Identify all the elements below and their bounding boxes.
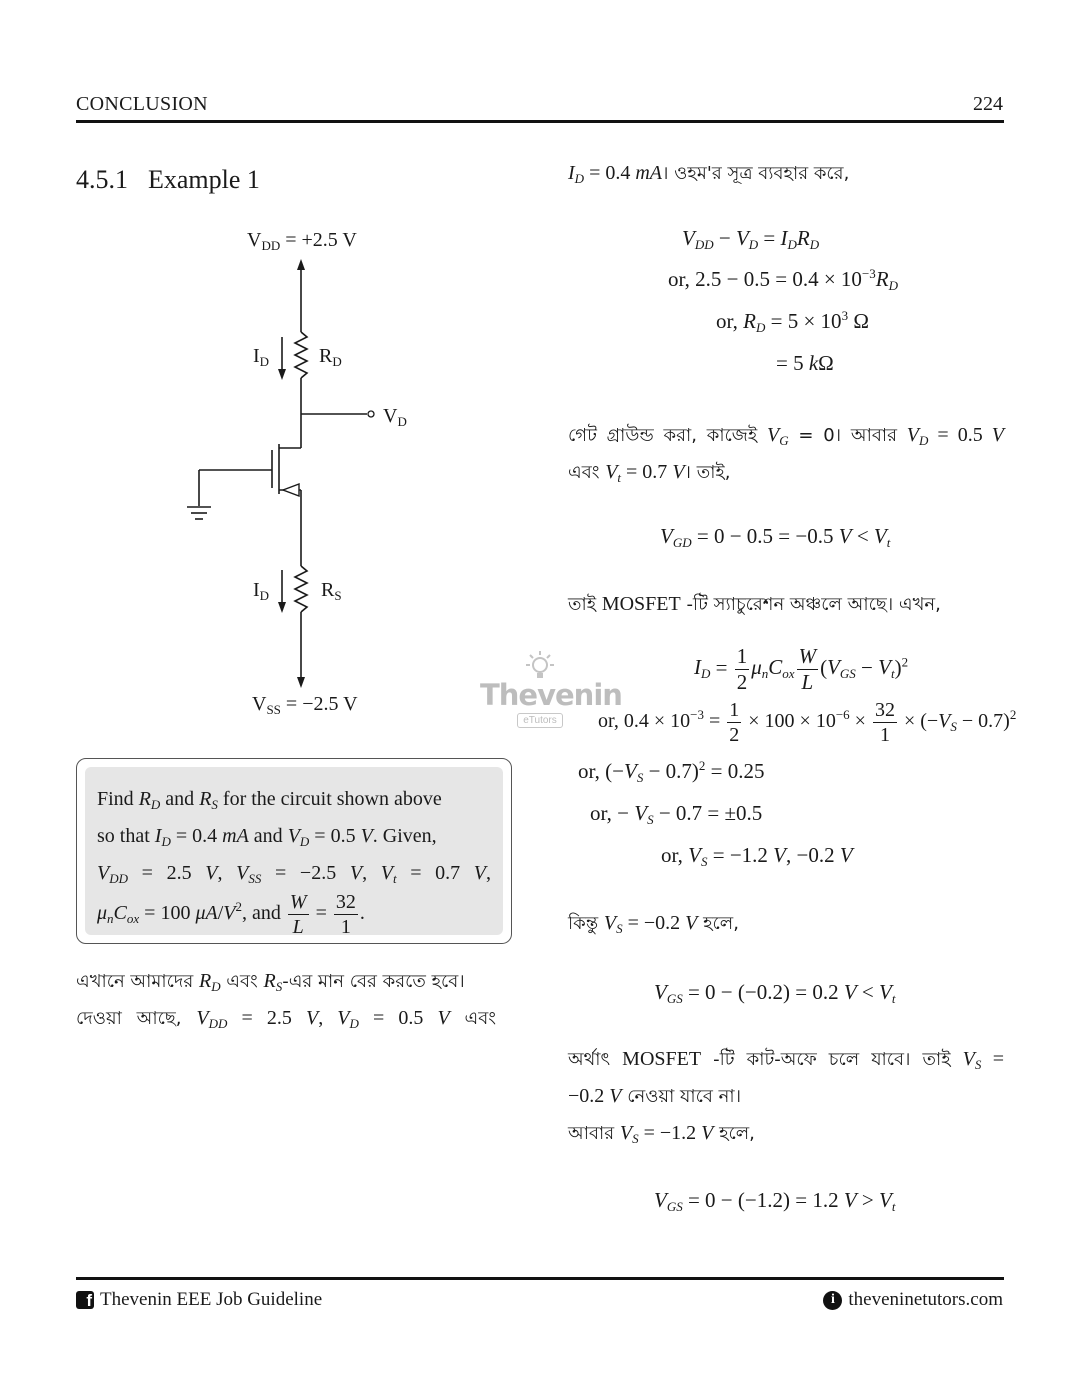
eq-substitute-values: or, $0.4 \times 10^{-3}$ = $\frac{1}{2}$ × $100 \times 10^{-6}$ × $\frac{32}{1}$ × $(-V_S - 0.7)^2$ <box>598 699 1017 746</box>
vss-label: $V_{SS} = -2.5$ V <box>252 693 358 717</box>
lightbulb-icon <box>520 650 560 680</box>
id-label-bottom: $I_D$ <box>253 579 270 603</box>
source-arrow <box>283 484 299 496</box>
circuit-diagram <box>0 0 540 740</box>
rs-resistor <box>295 566 307 612</box>
eq-vgs-final: $V_{GS} = 0 - (-1.2) = 1.2$ $V > V_t$ <box>654 1188 896 1214</box>
vdd-label: $V_{DD} = +2.5$ V <box>247 229 357 253</box>
problem-text: Find $R_D$ and $R_S$ for the circuit shown above so that $I_D = 0.4$ mA and $V_D = 0.5$ V. Given, $V_{DD} = 2.5$ V, $V_{SS} = -2.5$ V, $V_t = 0.7$ V, $\mu_nC_{ox} = 100$ $\mu A/V^2$, and $\frac{W}{L}$ = $\frac{32}{1}$ . <box>85 767 503 935</box>
right-intro-line: $I_D = 0.4$ mA। ওহম'র সূত্র ব্যবহার করে, <box>568 162 850 186</box>
eq-root: or, − $V_S - 0.7 = \pm 0.5$ <box>590 801 763 827</box>
page-number: 224 <box>973 93 1003 115</box>
section-number: 4.5.1 <box>76 165 128 194</box>
eq-kvl: $V_{DD} - V_D = I_DR_D$ <box>682 226 820 252</box>
eq-saturation-current: $I_D$ = $\frac{1}{2}$ $\mu_nC_{ox}$ $\frac{W}{L}$ $(V_{GS} - V_t)^2$ <box>694 644 909 694</box>
left-paragraph: এখানে আমাদের $R_D$ এবং $R_S-এর$ মান বের করতে হবে। দেওয়া আছে, $V_{DD} = 2.5$ V, $V_D = 0.5$ V এবং <box>76 970 497 1031</box>
info-icon: i <box>823 1291 842 1310</box>
eq-rd-value: or, $R_D = 5 \times 10^3$ Ω <box>716 308 869 335</box>
footer-website: theveninetutors.com <box>848 1289 1003 1310</box>
eq-vgs-cutoff: $V_{GS} = 0 - (-0.2) = 0.2$ $V < V_t$ <box>654 980 896 1006</box>
footer-left <box>76 1289 322 1311</box>
gate-paragraph: গেট গ্রাউন্ড করা, কাজেই $V_G$ = 0। আবার $V_D = 0.5$ V এবং $V_t = 0.7$ V। তাই, <box>568 424 1004 485</box>
thevenin-watermark: Thevenin eTutors <box>480 650 600 728</box>
vd-label: $V_D$ <box>383 405 407 429</box>
rd-resistor <box>295 332 307 378</box>
eq-rd-kohm: = 5 kΩ <box>776 351 834 375</box>
rd-label: $R_D$ <box>319 345 342 369</box>
vss-arrowhead <box>297 677 305 688</box>
problem-box <box>76 758 512 944</box>
facebook-icon: f <box>76 1291 94 1309</box>
vdd-arrowhead <box>297 259 305 270</box>
eq-vs-solutions: or, $V_S = -1.2$ V, −0.2 V <box>661 843 853 869</box>
id-arrowhead <box>278 369 286 380</box>
but-line: কিন্তু $V_S = -0.2$ V হলে, <box>568 912 739 936</box>
eq-vgd: $V_{GD} = 0 - 0.5 = -0.5$ $V < V_t$ <box>660 524 891 550</box>
vd-terminal <box>368 411 374 417</box>
section-title: Example 1 <box>148 165 260 194</box>
eq-square: or, $(-V_S - 0.7)^2 = 0.25$ <box>578 758 765 785</box>
eq-substitute: or, $2.5 - 0.5 = 0.4 \times 10^{-3}R_D$ <box>668 266 898 293</box>
cutoff-paragraph: অর্থাৎ MOSFET -টি কাট-অফে চলে যাবে। তাই $V_S$ = −0.2 V নেওয়া যাবে না। আবার $V_S = -1.2$ V হলে, <box>568 1048 1005 1146</box>
is-arrowhead <box>278 602 286 613</box>
rs-label: $R_S$ <box>321 579 342 603</box>
footer-right <box>823 1289 1003 1311</box>
footer-rule <box>76 1277 1004 1280</box>
footer-facebook-page: Thevenin EEE Job Guideline <box>100 1289 323 1310</box>
running-header-title: CONCLUSION <box>76 93 208 115</box>
id-label-top: $I_D$ <box>253 345 270 369</box>
saturation-line: তাই MOSFET -টি স্যাচুরেশন অঞ্চলে আছে। এখন, <box>568 593 941 615</box>
